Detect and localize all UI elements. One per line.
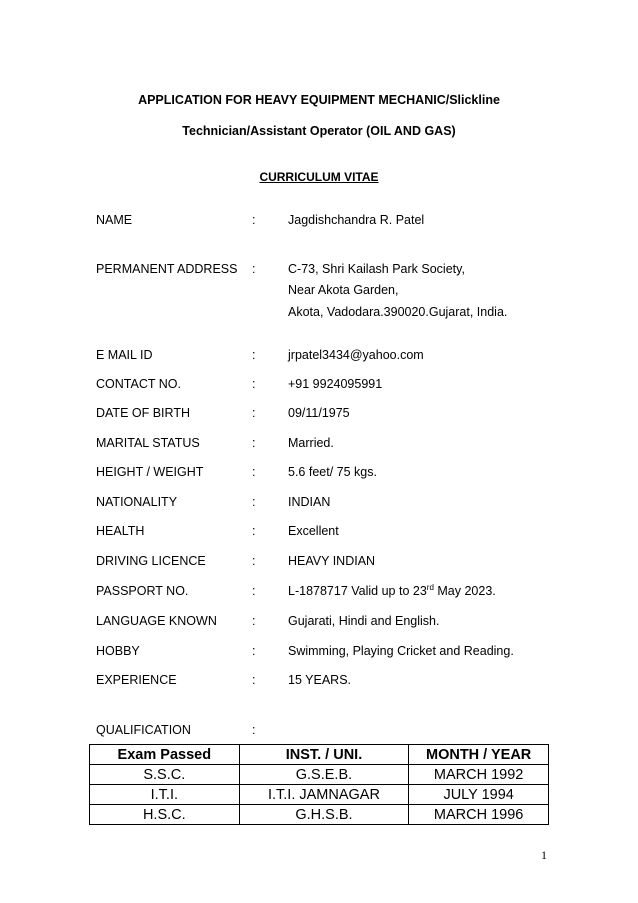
field-separator: : bbox=[252, 465, 256, 479]
field-value: INDIAN bbox=[288, 495, 331, 509]
field-separator: : bbox=[252, 554, 256, 568]
cv-heading bbox=[0, 170, 638, 184]
document-title-line1: APPLICATION FOR HEAVY EQUIPMENT MECHANIC/Slickline bbox=[138, 93, 500, 107]
table-cell: G.S.E.B. bbox=[239, 765, 409, 785]
field-label: DRIVING LICENCE bbox=[96, 554, 206, 568]
field-label: DATE OF BIRTH bbox=[96, 406, 190, 420]
table-cell: MARCH 1996 bbox=[409, 805, 549, 825]
column-header: INST. / UNI. bbox=[239, 745, 409, 765]
address-line1: C-73, Shri Kailash Park Society, bbox=[288, 262, 465, 276]
document-title-line2: Technician/Assistant Operator (OIL AND GAS) bbox=[182, 124, 456, 138]
field-separator: : bbox=[252, 723, 256, 737]
field-value: Swimming, Playing Cricket and Reading. bbox=[288, 644, 514, 658]
field-value: HEAVY INDIAN bbox=[288, 554, 376, 568]
address-line3: Akota, Vadodara.390020.Gujarat, India. bbox=[288, 305, 508, 319]
field-value: Jagdishchandra R. Patel bbox=[288, 213, 425, 227]
address-line2: Near Akota Garden, bbox=[288, 283, 399, 297]
field-label: MARITAL STATUS bbox=[96, 436, 200, 450]
field-separator: : bbox=[252, 495, 256, 509]
table-cell: JULY 1994 bbox=[409, 785, 549, 805]
table-cell: I.T.I. JAMNAGAR bbox=[239, 785, 409, 805]
field-separator: : bbox=[252, 584, 256, 598]
table-cell: H.S.C. bbox=[90, 805, 240, 825]
field-label: E MAIL ID bbox=[96, 348, 153, 362]
table-cell: I.T.I. bbox=[90, 785, 240, 805]
field-value: Married. bbox=[288, 436, 334, 450]
column-header: Exam Passed bbox=[90, 745, 240, 765]
field-label: HOBBY bbox=[96, 644, 140, 658]
table-row bbox=[90, 765, 549, 785]
table-row bbox=[90, 785, 549, 805]
field-label: EXPERIENCE bbox=[96, 673, 177, 687]
qualification-table bbox=[89, 744, 549, 825]
table-cell: MARCH 1992 bbox=[409, 765, 549, 785]
field-label: LANGUAGE KNOWN bbox=[96, 614, 217, 628]
column-header: MONTH / YEAR bbox=[409, 745, 549, 765]
table-header-row bbox=[90, 745, 549, 765]
passport-value-text: L-1878717 Valid up to 23 bbox=[288, 584, 427, 598]
field-value: +91 9924095991 bbox=[288, 377, 383, 391]
field-separator: : bbox=[252, 406, 256, 420]
field-label: PASSPORT NO. bbox=[96, 584, 189, 598]
cv-heading-text: CURRICULUM VITAE bbox=[259, 170, 379, 184]
field-value bbox=[288, 583, 496, 599]
field-label: NATIONALITY bbox=[96, 495, 178, 509]
field-value: jrpatel3434@yahoo.com bbox=[288, 348, 424, 362]
field-separator: : bbox=[252, 524, 256, 538]
field-value: 09/11/1975 bbox=[288, 406, 350, 420]
field-label: CONTACT NO. bbox=[96, 377, 181, 391]
field-separator: : bbox=[252, 614, 256, 628]
field-value: Gujarati, Hindi and English. bbox=[288, 614, 440, 628]
table-row bbox=[90, 805, 549, 825]
field-label: HEIGHT / WEIGHT bbox=[96, 465, 204, 479]
field-value: 5.6 feet/ 75 kgs. bbox=[288, 465, 377, 479]
field-value: Excellent bbox=[288, 524, 339, 538]
passport-date-superscript: rd bbox=[426, 582, 434, 592]
page-number: 1 bbox=[541, 848, 547, 862]
field-separator: : bbox=[252, 213, 256, 227]
field-separator: : bbox=[252, 644, 256, 658]
field-value: 15 YEARS. bbox=[288, 673, 352, 687]
field-label: NAME bbox=[96, 213, 133, 227]
field-separator: : bbox=[252, 262, 256, 276]
field-separator: : bbox=[252, 436, 256, 450]
field-separator: : bbox=[252, 377, 256, 391]
table-cell: G.H.S.B. bbox=[239, 805, 409, 825]
field-label: HEALTH bbox=[96, 524, 145, 538]
passport-value-end: May 2023. bbox=[433, 584, 496, 598]
field-label: PERMANENT ADDRESS bbox=[96, 262, 238, 276]
field-separator: : bbox=[252, 348, 256, 362]
table-cell: S.S.C. bbox=[90, 765, 240, 785]
field-separator: : bbox=[252, 673, 256, 687]
field-label: QUALIFICATION bbox=[96, 723, 191, 737]
